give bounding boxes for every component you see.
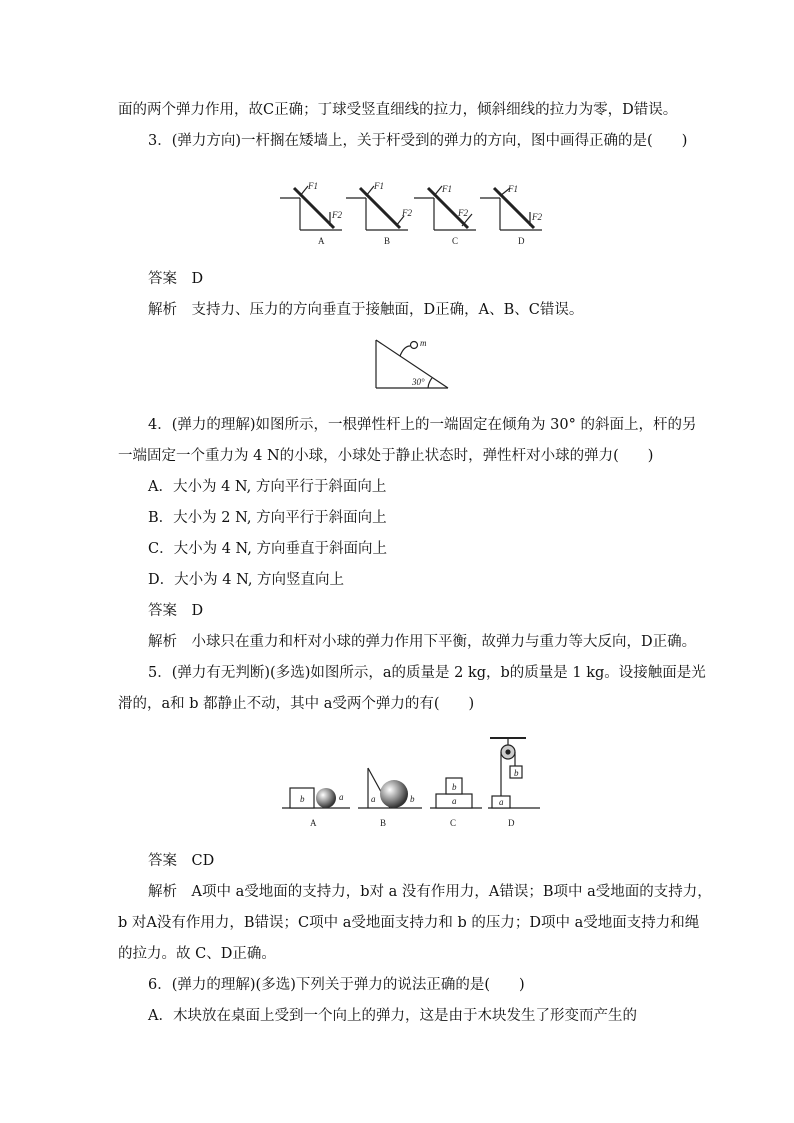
force-label: F1 — [508, 184, 518, 194]
panel-label: B — [384, 236, 391, 246]
explanation-3: 解析 支持力、压力的方向垂直于接触面，D正确，A、B、C错误。 — [148, 302, 584, 318]
mass-label: m — [420, 338, 427, 348]
option-4a: A．大小为 4 N, 方向平行于斜面向上 — [148, 479, 387, 495]
block-label: b — [410, 794, 415, 804]
explanation-5-line-2: b 对A没有作用力，B错误；C项中 a受地面支持力和 b 的压力；D项中 a受地面支持力和绳 — [118, 915, 700, 931]
panel-label: C — [450, 818, 457, 828]
block-label: a — [339, 792, 344, 802]
block-label: a — [499, 797, 504, 807]
block-label: a — [452, 796, 457, 806]
text-line: 面的两个弹力作用，故C正确；丁球受竖直细线的拉力，倾斜细线的拉力为零，D错误。 — [118, 102, 678, 118]
figure-4-incline — [372, 338, 452, 390]
force-label: F2 — [402, 208, 412, 218]
question-4-line-2: 一端固定一个重力为 4 N的小球，小球处于静止状态时，弹性杆对小球的弹力( ) — [118, 448, 654, 464]
question-6: 6．(弹力的理解)(多选)下列关于弹力的说法正确的是( ) — [148, 977, 525, 993]
block-label: b — [452, 782, 457, 792]
block-label: b — [300, 794, 305, 804]
panel-label: A — [310, 818, 317, 828]
force-label: F2 — [332, 210, 342, 220]
question-4-line-1: 4．(弹力的理解)如图所示，一根弹性杆上的一端固定在倾角为 30° 的斜面上，杆的另 — [148, 417, 697, 433]
option-6a: A．木块放在桌面上受到一个向上的弹力，这是由于木块发生了形变而产生的 — [148, 1008, 637, 1024]
explanation-5-line-3: 的拉力。故 C、D正确。 — [118, 946, 276, 962]
force-label: F1 — [442, 184, 452, 194]
block-label: a — [371, 794, 376, 804]
force-label: F1 — [308, 181, 318, 191]
force-label: F2 — [458, 208, 468, 218]
figure-3-rod-wall — [280, 180, 550, 250]
option-4b: B．大小为 2 N, 方向平行于斜面向上 — [148, 510, 387, 526]
explanation-5-line-1: 解析 A项中 a受地面的支持力，b对 a 没有作用力，A错误；B项中 a受地面的支持力， — [148, 884, 712, 900]
panel-label: D — [508, 818, 515, 828]
panel-label: A — [318, 236, 325, 246]
question-5-line-1: 5．(弹力有无判断)(多选)如图所示，a的质量是 2 kg，b的质量是 1 kg。设接触面是光 — [148, 665, 706, 681]
answer-4: 答案 D — [148, 603, 204, 619]
question-5-line-2: 滑的，a和 b 都静止不动，其中 a受两个弹力的有( ) — [118, 696, 475, 712]
panel-label: C — [452, 236, 459, 246]
answer-5: 答案 CD — [148, 853, 215, 869]
force-label: F1 — [374, 181, 384, 191]
figure-5-blocks — [282, 732, 542, 834]
answer-3: 答案 D — [148, 271, 204, 287]
explanation-4: 解析 小球只在重力和杆对小球的弹力作用下平衡，故弹力与重力等大反向，D正确。 — [148, 634, 697, 650]
angle-label: 30° — [412, 377, 425, 387]
option-4d: D．大小为 4 N, 方向竖直向上 — [148, 572, 345, 588]
force-label: F2 — [532, 212, 542, 222]
option-4c: C．大小为 4 N, 方向垂直于斜面向上 — [148, 541, 388, 557]
question-3: 3．(弹力方向)一杆搁在矮墙上，关于杆受到的弹力的方向，图中画得正确的是( ) — [148, 133, 688, 149]
block-label: b — [514, 768, 519, 778]
panel-label: D — [518, 236, 525, 246]
panel-label: B — [380, 818, 387, 828]
